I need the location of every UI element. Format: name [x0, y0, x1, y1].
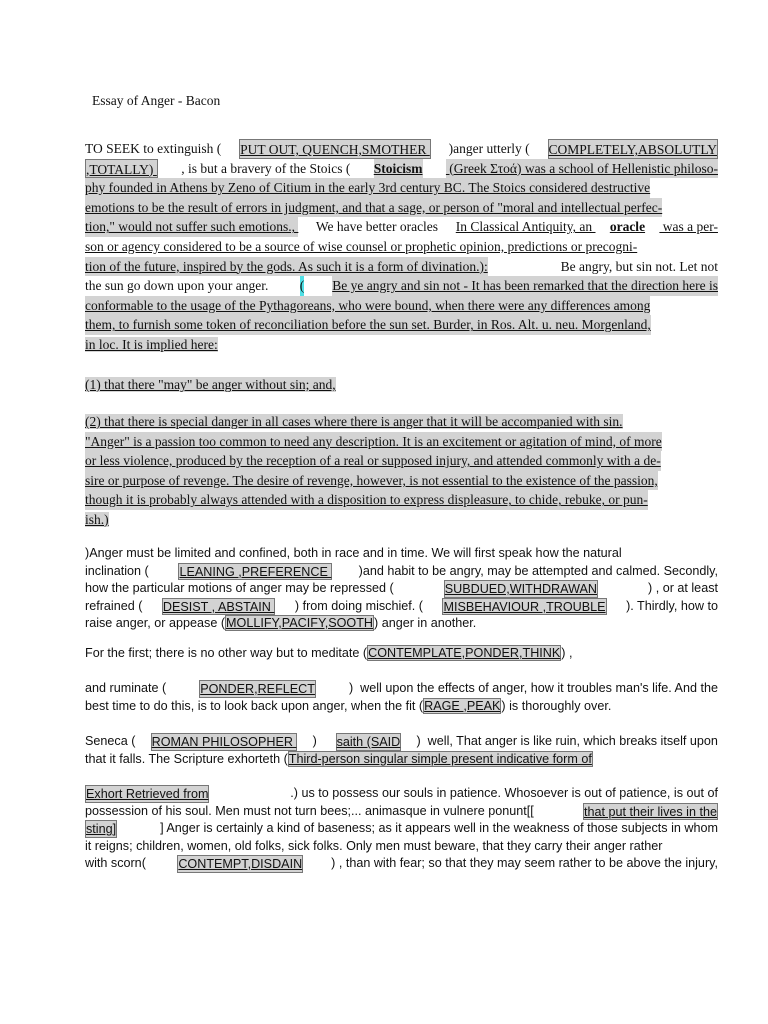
- text-run: the sun go down upon your anger.: [85, 278, 272, 294]
- highlighted-note: tion," would not suffer such emotions.,: [85, 217, 298, 237]
- highlighted-note: or less violence, produced by the reception of a real or supposed injury, and attended commonly with a de-: [85, 451, 661, 471]
- highlighted-gloss: that put their lives in the: [583, 804, 717, 819]
- text-line: [85, 510, 718, 530]
- highlighted-note: tion of the future, inspired by the gods. As such it is a form of divination.):: [85, 257, 488, 277]
- text-line: [85, 580, 718, 598]
- text-run: ] Anger is certainly a kind of baseness; as it appears well in the weakness of those subjects in whom: [156, 821, 718, 835]
- text-line: [85, 276, 718, 296]
- text-line: [85, 645, 718, 663]
- paragraph-anger-limited: [85, 545, 718, 633]
- text-run: For the first; there is no other way but to meditate (: [85, 646, 368, 660]
- text-run: best time to do this, is to look back upon anger, when the fit (: [85, 698, 424, 713]
- text-line: [85, 598, 718, 616]
- text-run: )anger utterly (: [448, 141, 530, 156]
- text-run: , is but a bravery of the Stoics (: [181, 160, 351, 176]
- text-run: ) from doing mischief. (: [294, 598, 423, 613]
- text-run: and ruminate (: [85, 681, 167, 695]
- highlighted-note: Stoicism: [374, 159, 423, 179]
- highlighted-note: in loc. It is implied here:: [85, 336, 218, 352]
- paragraph-point-two: [85, 412, 718, 530]
- highlighted-gloss: DESIST , ABSTAIN: [162, 599, 275, 614]
- text-run: with scorn(: [85, 856, 150, 870]
- highlighted-gloss: ROMAN PHILOSOPHER: [151, 735, 297, 749]
- text-run: son or agency considered to be a source of wise counsel or prophetic opinion, predictions or precogni-: [85, 238, 638, 254]
- paragraph-stoics: [85, 139, 718, 355]
- text-line: [85, 217, 718, 237]
- text-run: possession of his soul. Men must not turn bees;... animasque in vulnere ponunt[[: [85, 803, 534, 818]
- highlighted-gloss: RAGE ,PEAK: [424, 698, 501, 713]
- text-line: [85, 296, 718, 316]
- text-run: )Anger must be limited and confined, both in race and in time. We will first speak how the natural: [85, 546, 622, 560]
- highlighted-gloss: MOLLIFY,PACIFY,SOOTH: [226, 616, 373, 630]
- text-run: ) , than with fear; so that they may seem rather to be above the injury,: [331, 856, 718, 870]
- highlighted-note: (1) that there "may" be anger without sin; and,: [85, 377, 336, 392]
- text-line: [85, 178, 718, 198]
- highlighted-gloss: COMPLETELY,ABSOLUTLY: [548, 139, 718, 159]
- text-run: it reigns; children, women, old folks, sick folks. Only men must beware, that they carry their anger rather: [85, 838, 663, 853]
- text-run: was a per-: [659, 219, 718, 235]
- highlighted-gloss: LEANING ,PREFERENCE: [179, 564, 332, 579]
- highlighted-note: "Anger" is a passion too common to need any description. It is an excitement or agitation of mind, of more: [85, 432, 662, 452]
- highlighted-note: (Greek Στοά) was a school of Hellenistic philoso-: [446, 159, 718, 179]
- text-run: Seneca (: [85, 734, 136, 748]
- text-line: [85, 855, 718, 873]
- text-run: ): [312, 734, 321, 748]
- text-line: [85, 375, 718, 395]
- text-run: ) , or at least: [648, 581, 718, 595]
- text-run: TO SEEK to extinguish (: [85, 141, 222, 156]
- text-line: [85, 838, 718, 856]
- highlighted-note: them, to furnish some token of reconciliation before the sun set. Burder, in Ros. Alt. u. neu. Morgenland,: [85, 315, 651, 335]
- paragraph-patience: [85, 785, 718, 873]
- highlighted-gloss: PUT OUT, QUENCH,SMOTHER: [239, 139, 431, 159]
- text-run: inclination (: [85, 563, 153, 578]
- text-run: In Classical Antiquity, an: [455, 219, 596, 235]
- text-run: ) ,: [561, 646, 573, 660]
- text-line: [85, 139, 718, 159]
- text-run: ) is thoroughly over.: [501, 698, 612, 713]
- text-line: [85, 751, 718, 769]
- paragraph-seneca: [85, 733, 718, 768]
- text-run: ) well upon the effects of anger, how it troubles man's life. And the: [348, 681, 718, 695]
- text-line: [85, 698, 718, 716]
- text-line: [85, 545, 718, 563]
- paragraph-first-meditate: [85, 645, 718, 663]
- text-line: [85, 335, 718, 355]
- text-line: [85, 432, 718, 452]
- text-run: (: [300, 276, 305, 296]
- text-line: [85, 451, 718, 471]
- highlighted-gloss: SUBDUED,WITHDRAWAN: [444, 582, 597, 596]
- paragraph-point-one: [85, 375, 718, 395]
- highlighted-gloss: CONTEMPLATE,PONDER,THINK: [368, 646, 561, 660]
- highlighted-gloss: Third-person singular simple present indicative form of: [288, 751, 592, 766]
- highlighted-gloss: sting]: [86, 822, 117, 836]
- highlighted-note: conformable to the usage of the Pythagoreans, who were bound, when there were any differences among: [85, 296, 650, 316]
- paragraph-ruminate: [85, 680, 718, 715]
- text-run: )and habit to be angry, may be attempted and calmed. Secondly,: [358, 563, 718, 578]
- text-line: [85, 563, 718, 581]
- highlighted-gloss: Exhort Retrieved from: [86, 787, 209, 801]
- text-run: that it falls. The Scripture exhorteth (: [85, 751, 288, 766]
- highlighted-gloss: PONDER,REFLECT: [200, 682, 315, 696]
- text-run: ). Thirdly, how to: [626, 598, 718, 613]
- text-line: [85, 680, 718, 698]
- text-line: [85, 237, 718, 257]
- highlighted-gloss: MISBEHAVIOUR ,TROUBLE: [443, 599, 606, 614]
- text-line: [85, 820, 718, 838]
- text-line: [85, 785, 718, 803]
- text-line: [85, 159, 718, 179]
- text-run: how the particular motions of anger may be repressed (: [85, 581, 394, 595]
- highlighted-gloss: CONTEMPT,DISDAIN: [178, 857, 303, 871]
- text-line: [85, 257, 718, 277]
- text-line: [85, 471, 718, 491]
- document-title: Essay of Anger - Bacon: [92, 93, 221, 108]
- text-run: raise anger, or appease (: [85, 616, 226, 630]
- text-run: refrained (: [85, 598, 143, 613]
- highlighted-note: though it is probably always attended with a disposition to express displeasure, to chide, rebuke, or pun-: [85, 490, 648, 510]
- text-line: [85, 803, 718, 821]
- highlighted-gloss: ,TOTALLY): [85, 159, 158, 179]
- highlighted-note: phy founded in Athens by Zeno of Citium in the early 3rd century BC. The Stoics considered destructive: [85, 178, 650, 198]
- highlighted-gloss: saith (SAID: [336, 735, 401, 749]
- text-run: .) us to possess our souls in patience. Whosoever is out of patience, is out of: [290, 786, 718, 800]
- highlighted-note: sire or purpose of revenge. The desire of revenge, however, is not essential to the existence of the passion,: [85, 471, 658, 491]
- highlighted-note: Be ye angry and sin not - It has been remarked that the direction here is: [332, 276, 718, 296]
- highlighted-note: emotions to be the result of errors in judgment, and that a sage, or person of "moral and intellectual perfec-: [85, 198, 662, 218]
- text-run: ) anger in another.: [374, 616, 477, 630]
- text-run: Be angry, but sin not. Let not: [553, 258, 718, 274]
- text-line: [85, 315, 718, 335]
- text-run: oracle: [609, 219, 646, 235]
- text-line: [85, 615, 718, 633]
- text-line: [85, 198, 718, 218]
- highlighted-note: ish.): [85, 511, 109, 527]
- text-line: [85, 412, 718, 432]
- highlighted-note: (2) that there is special danger in all cases where there is anger that it will be accompanied with sin.: [85, 414, 623, 429]
- text-line: [85, 733, 718, 751]
- text-run: We have better oracles: [312, 219, 442, 235]
- text-run: ) well, That anger is like ruin, which breaks itself upon: [416, 734, 718, 748]
- text-line: [85, 490, 718, 510]
